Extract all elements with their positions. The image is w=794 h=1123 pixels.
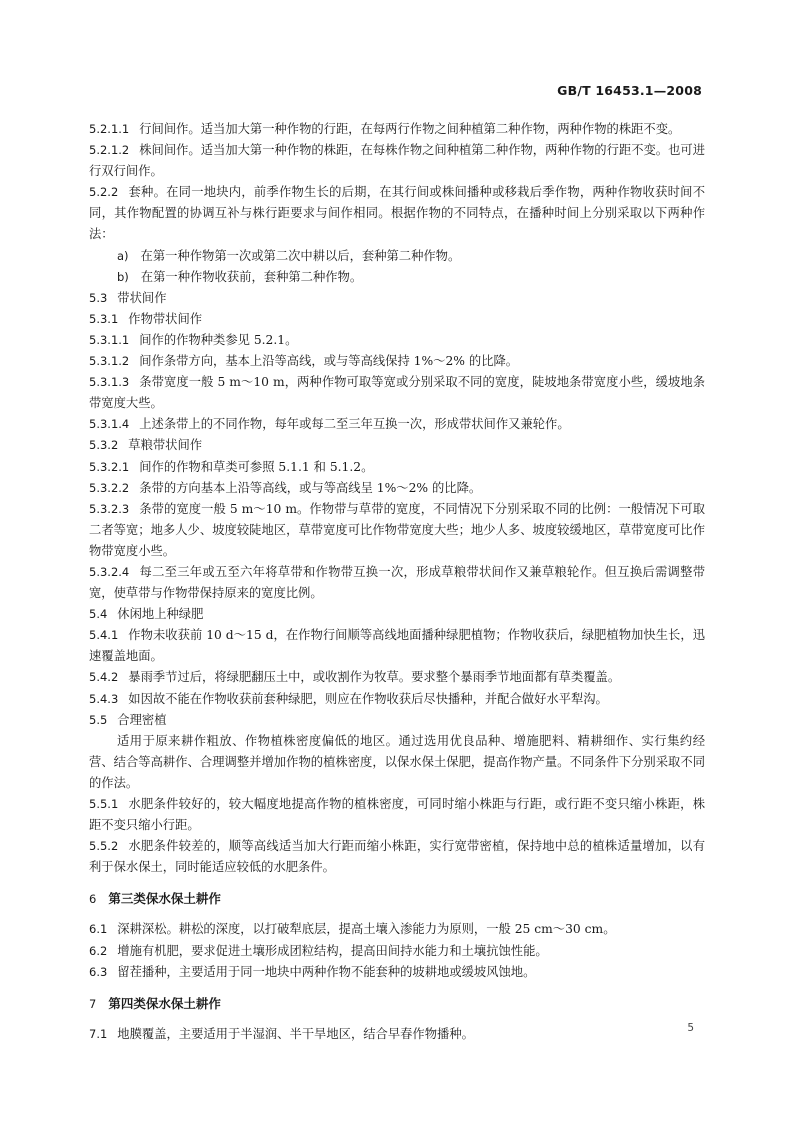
list-item-b bbox=[89, 267, 705, 288]
clause-5-3 bbox=[89, 288, 705, 309]
clause-number: 5.4.2 bbox=[89, 670, 119, 685]
section-title: 第三类保水保土耕作 bbox=[108, 891, 221, 907]
list-text: 在第一种作物收获前，套种第二种作物。 bbox=[140, 269, 363, 284]
clause-number: 5.5.2 bbox=[89, 839, 119, 854]
clause-5-5 bbox=[89, 710, 705, 731]
clause-5-4-3 bbox=[89, 689, 705, 710]
clause-5-3-1-3 bbox=[89, 372, 705, 414]
clause-number: 5.3.2.4 bbox=[89, 564, 130, 579]
clause-5-3-2-3 bbox=[89, 499, 705, 562]
clause-5-3-1-4 bbox=[89, 414, 705, 435]
clause-5-5-2 bbox=[89, 836, 705, 878]
clause-7-1 bbox=[89, 1024, 705, 1045]
clause-5-3-1 bbox=[89, 309, 705, 330]
clause-text: 暴雨季节过后，将绿肥翻压土中，或收割作为牧草。要求整个暴雨季节地面都有草类覆盖。 bbox=[128, 670, 621, 685]
clause-number: 5.3.2.2 bbox=[89, 480, 130, 495]
clause-number: 5.2.1.1 bbox=[89, 122, 130, 136]
clause-5-2-1-2 bbox=[89, 140, 705, 182]
clause-text: 作物未收获前 10 d～15 d，在作物行间顺等高线地面播种绿肥植物；作物收获后，绿肥植物加快生长，迅速覆盖地面。 bbox=[89, 628, 705, 664]
clause-number: 5.3.2.1 bbox=[89, 459, 130, 474]
clause-text: 条带宽度一般 5 m～10 m，两种作物可取等宽或分别采取不同的宽度，陡坡地条带宽度小些，缓坡地条带宽度大些。 bbox=[89, 375, 705, 411]
section-title: 第四类保水保土耕作 bbox=[108, 995, 221, 1011]
clause-number: 5.5.1 bbox=[89, 797, 119, 811]
clause-number: 6.1 bbox=[89, 922, 108, 937]
clause-text: 休闲地上种绿肥 bbox=[117, 607, 204, 622]
clause-5-3-1-2 bbox=[89, 351, 705, 372]
clause-text: 带状间作 bbox=[117, 290, 167, 305]
clause-text: 间作的作物和草类可参照 5.1.1 和 5.1.2。 bbox=[139, 459, 374, 474]
clause-number: 5.4.3 bbox=[89, 691, 119, 706]
section-number: 7 bbox=[89, 996, 97, 1011]
list-item-a bbox=[89, 246, 705, 267]
clause-text: 合理密植 bbox=[117, 712, 167, 727]
clause-text: 上述条带上的不同作物，每年或每二至三年互换一次，形成带状间作又兼轮作。 bbox=[139, 417, 570, 432]
section-7-heading bbox=[89, 993, 705, 1015]
clause-6-3 bbox=[89, 962, 705, 983]
clause-number: 5.5 bbox=[89, 712, 108, 727]
clause-text: 条带的宽度一般 5 m～10 m。作物带与草带的宽度，不同情况下分别采取不同的比例：一般情况下可取二者等宽；地多人少、坡度较陡地区，草带宽度可比作物带宽度大些；地少人多、坡度较缓地区，草带宽度可比作物带宽度小些。 bbox=[89, 501, 705, 558]
clause-number: 5.3 bbox=[89, 290, 108, 305]
list-text: 在第一种作物第一次或第二次中耕以后，套种第二种作物。 bbox=[140, 248, 461, 263]
clause-number: 6.3 bbox=[89, 964, 108, 979]
clause-text: 每二至三年或五至六年将草带和作物带互换一次，形成草粮带状间作又兼草粮轮作。但互换后需调整带宽，使草带与作物带保持原来的宽度比例。 bbox=[89, 564, 705, 601]
clause-number: 5.2.2 bbox=[89, 185, 119, 200]
clause-text: 深耕深松。耕松的深度，以打破犁底层，提高土壤入渗能力为原则，一般 25 cm～30 cm。 bbox=[117, 922, 616, 937]
clause-5-5-1 bbox=[89, 794, 705, 836]
clause-number: 5.3.2.3 bbox=[89, 501, 130, 516]
clause-text: 水肥条件较差的，顺等高线适当加大行距而缩小株距，实行宽带密植，保持地中总的植株适量增加，以有利于保水保土，同时能适应较低的水肥条件。 bbox=[89, 839, 705, 875]
standard-code-header: GB/T 16453.1—2008 bbox=[557, 83, 702, 98]
clause-text: 行间间作。适当加大第一种作物的行距，在每两行作物之间种植第二种作物，两种作物的株距不变。 bbox=[139, 122, 681, 136]
section-number: 6 bbox=[89, 892, 97, 907]
clause-5-4 bbox=[89, 604, 705, 625]
clause-text: 草粮带状间作 bbox=[128, 438, 203, 453]
clause-number: 5.2.1.2 bbox=[89, 143, 130, 158]
clause-5-5-body: 适用于原来耕作粗放、作物植株密度偏低的地区。通过选用优良品种、增施肥料、精耕细作、实行集约经营、结合等高耕作、合理调整并增加作物的植株密度，以保水保土保肥，提高作物产量。不同条件下分别采取不同的作法。 bbox=[89, 733, 705, 790]
clause-number: 5.3.1.4 bbox=[89, 417, 130, 432]
clause-number: 5.3.1 bbox=[89, 311, 119, 326]
clause-6-1 bbox=[89, 919, 705, 940]
document-body bbox=[89, 119, 705, 1045]
clause-text: 间作条带方向，基本上沿等高线，或与等高线保持 1%～2% 的比降。 bbox=[139, 354, 519, 369]
clause-5-4-1 bbox=[89, 625, 705, 667]
clause-5-3-2 bbox=[89, 435, 705, 456]
clause-text: 作物带状间作 bbox=[128, 311, 203, 326]
clause-text: 间作的作物种类参见 5.2.1。 bbox=[139, 332, 298, 347]
clause-number: 6.2 bbox=[89, 943, 108, 958]
clause-text: 留茬播种，主要适用于同一地块中两种作物不能套种的坡耕地或缓坡风蚀地。 bbox=[117, 964, 536, 979]
clause-text: 套种。在同一地块内，前季作物生长的后期，在其行间或株间播种或移栽后季作物，两种作物收获时间不同，其作物配置的协调互补与株行距要求与间作相同。根据作物的不同特点，在播种时间上分别采取以下两种作法： bbox=[89, 185, 705, 242]
page-number: 5 bbox=[687, 1022, 694, 1034]
clause-text: 增施有机肥，要求促进土壤形成团粒结构，提高田间持水能力和土壤抗蚀性能。 bbox=[117, 943, 548, 958]
clause-number: 5.3.1.3 bbox=[89, 375, 130, 390]
clause-text: 条带的方向基本上沿等高线，或与等高线呈 1%～2% 的比降。 bbox=[139, 480, 482, 495]
section-6-heading bbox=[89, 888, 705, 910]
clause-5-4-2 bbox=[89, 667, 705, 688]
clause-6-2 bbox=[89, 941, 705, 962]
clause-5-3-2-4 bbox=[89, 562, 705, 604]
clause-5-2-1-1 bbox=[89, 119, 705, 140]
clause-5-3-2-1 bbox=[89, 457, 705, 478]
clause-number: 7.1 bbox=[89, 1026, 108, 1041]
list-marker: b) bbox=[117, 269, 129, 284]
clause-number: 5.3.1.1 bbox=[89, 332, 130, 347]
clause-text: 株间间作。适当加大第一种作物的株距，在每株作物之间种植第二种作物，两种作物的行距不变。也可进行双行间作。 bbox=[89, 143, 705, 179]
clause-number: 5.3.1.2 bbox=[89, 354, 130, 369]
clause-number: 5.4 bbox=[89, 607, 108, 622]
clause-5-3-2-2 bbox=[89, 478, 705, 499]
clause-number: 5.4.1 bbox=[89, 628, 119, 643]
clause-text: 地膜覆盖，主要适用于半湿润、半干旱地区，结合早春作物播种。 bbox=[117, 1026, 474, 1041]
list-marker: a) bbox=[117, 248, 129, 263]
clause-5-3-1-1 bbox=[89, 330, 705, 351]
clause-number: 5.3.2 bbox=[89, 438, 119, 453]
clause-text: 水肥条件较好的，较大幅度地提高作物的植株密度，可同时缩小株距与行距，或行距不变只缩小株距，株距不变只缩小行距。 bbox=[89, 797, 705, 833]
clause-5-2-2 bbox=[89, 182, 705, 245]
clause-text: 如因故不能在作物收获前套种绿肥，则应在作物收获后尽快播种，并配合做好水平犁沟。 bbox=[128, 691, 608, 706]
